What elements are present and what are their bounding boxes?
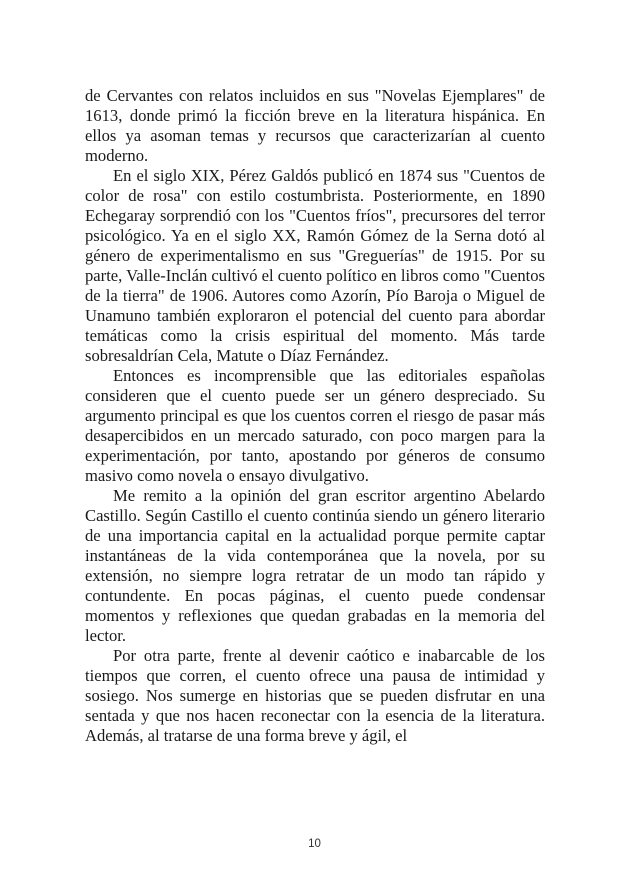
page-number: 10	[308, 838, 321, 850]
paragraph-5: Por otra parte, frente al devenir caótico e inabarcable de los tiempos que corren, el cuento ofrece una pausa de intimidad y sosiego. Nos sumerge en historias que se pueden disfrutar en una sentada y que nos hacen reconectar con la esencia de la literatura. Además, al tratarse de una forma breve y ágil, el	[85, 646, 545, 745]
paragraph-2: En el siglo XIX, Pérez Galdós publicó en 1874 sus "Cuentos de color de rosa" con estilo costumbrista. Posteriormente, en 1890 Echegaray sorprendió con los "Cuentos fríos", precursores del terror psicológico. Ya en el siglo XX, Ramón Gómez de la Serna dotó al género de experimentalismo en sus "Greguerías" de 1915. Por su parte, Valle-Inclán cultivó el cuento político en libros como "Cuentos de la tierra" de 1906. Autores como Azorín, Pío Baroja o Miguel de Unamuno también exploraron el potencial del cuento para abordar temáticas como la crisis espiritual del momento. Más tarde sobresaldrían Cela, Matute o Díaz Fernández.	[85, 166, 545, 365]
paragraph-3: Entonces es incomprensible que las editoriales españolas consideren que el cuento puede ser un género despreciado. Su argumento principal es que los cuentos corren el riesgo de pasar más desapercibidos en un mercado saturado, con poco margen para la experimentación, por tanto, apostando por géneros de consumo masivo como novela o ensayo divulgativo.	[85, 366, 545, 485]
paragraph-4: Me remito a la opinión del gran escritor argentino Abelardo Castillo. Según Castillo el cuento continúa siendo un género literario de una importancia capital en la actualidad porque permite captar instantáneas de la vida contemporánea que la novela, por su extensión, no siempre logra retratar de un modo tan rápido y contundente. En pocas páginas, el cuento puede condensar momentos y reflexiones que quedan grabadas en la memoria del lector.	[85, 486, 545, 645]
paragraph-1: de Cervantes con relatos incluidos en sus "Novelas Ejemplares" de 1613, donde primó la ficción breve en la literatura hispánica. En ellos ya asoman temas y recursos que caracterizarían al cuento moderno.	[85, 86, 545, 165]
body-text	[85, 86, 545, 746]
